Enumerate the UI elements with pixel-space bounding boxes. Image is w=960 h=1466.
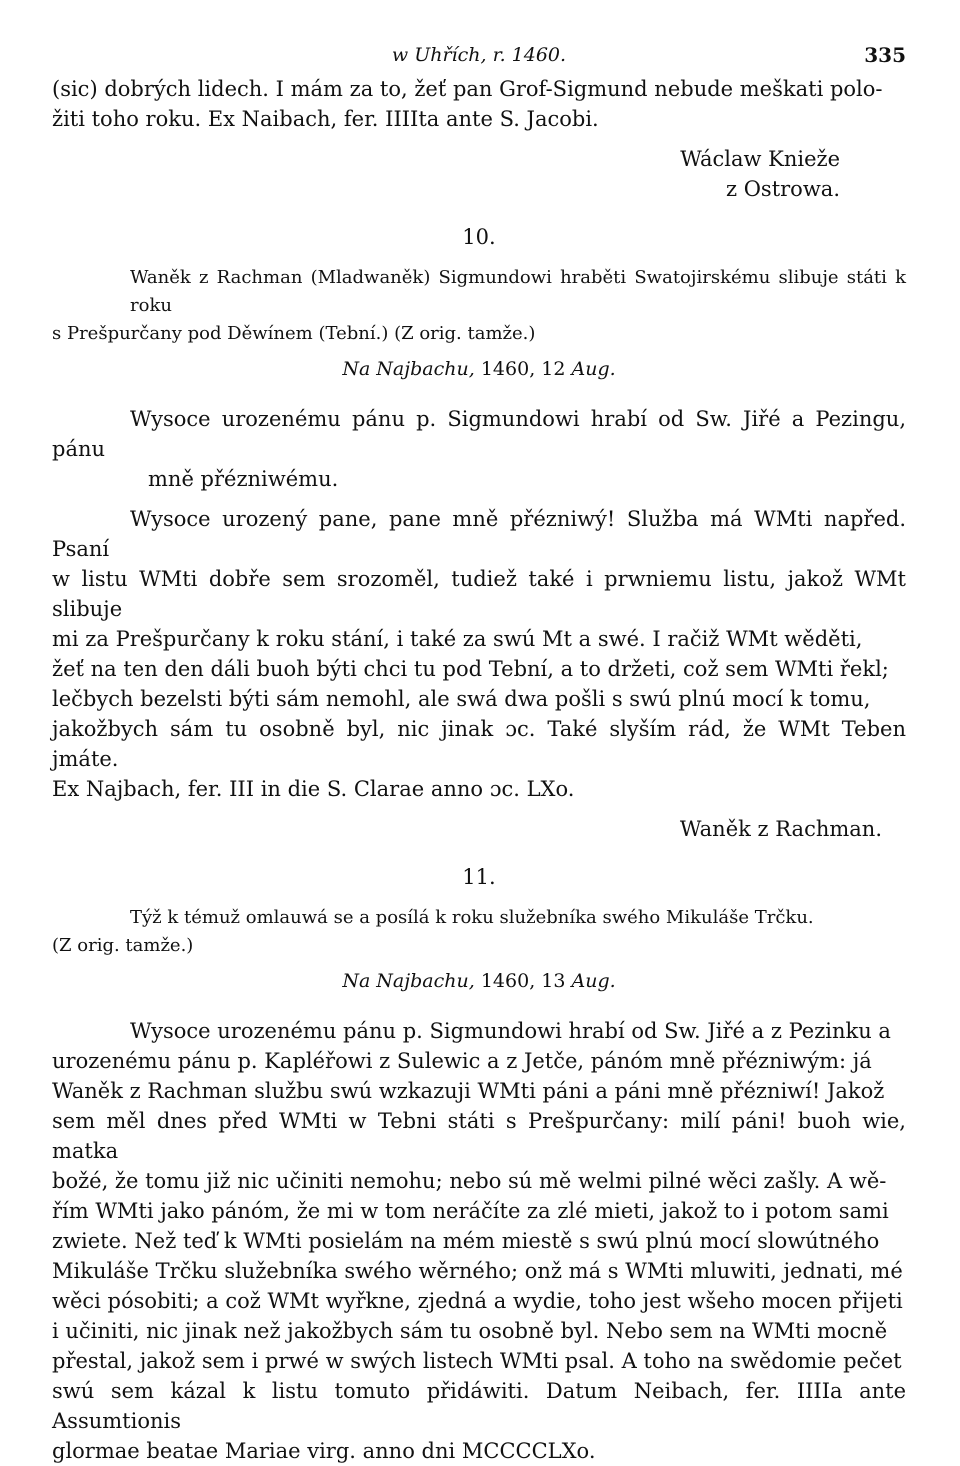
body-line: i učiniti, nic jinak než jakožbych sám tu osobně byl. Nebo sem na WMti mocně (52, 1319, 888, 1343)
body-line: lečbych bezelsti býti sám nemohl, ale swá dwa pošli s swú plnú mocí k tomu, (52, 687, 871, 711)
body-line: urozenému pánu p. Kapléřowi z Sulewic a z Jetče, pánóm mně přézniwým: já (52, 1049, 872, 1073)
letter-body (52, 504, 906, 804)
dateline-month: Aug. (571, 358, 616, 380)
document-number: 11. (462, 865, 496, 889)
previous-document-ending (52, 74, 906, 204)
letter-address (52, 404, 906, 494)
regest-line: (Z orig. tamže.) (52, 935, 194, 956)
page-number: 335 (864, 43, 906, 67)
running-head-title: w Uhřích, r. 1460. (391, 44, 567, 66)
regest (52, 904, 906, 960)
document-number: 10. (462, 225, 496, 249)
body-line: sem měl dnes před WMti w Tebni státi s Prešpurčany: milí páni! buoh wie, matka (52, 1109, 906, 1163)
dateline-date: 1460, 12 (480, 358, 566, 380)
body-line: w listu WMti dobře sem srozoměl, tudiež také i prwniemu listu, jakož WMt slibuje (52, 567, 906, 621)
dateline (52, 354, 906, 384)
body-line: přestal, jakož sem i prwé w swých listech WMti psal. A toho na swědomie pečet (52, 1349, 902, 1373)
dateline (52, 966, 906, 996)
body-line: zwiete. Než teď k WMti posielám na mém miestě s swú plnú mocí slowútného (52, 1229, 880, 1253)
body-line: žeť na ten den dáli buoh býti chci tu pod Tební, a to držeti, což sem WMti řekl; (52, 657, 889, 681)
body-line: řím WMti jako pánóm, že mi w tom neráčíte za zlé mieti, jakož to i potom sami (52, 1199, 889, 1223)
body-line: Wysoce urozený pane, pane mně přézniwý! Služba má WMti napřed. Psaní (52, 507, 906, 561)
signature-line: Wáclaw Knieže (680, 147, 840, 171)
document-11 (52, 862, 906, 1466)
body-line: Waněk z Rachman službu swú wzkazuji WMti páni a páni mně přézniwí! Jakož (52, 1079, 885, 1103)
body-line: božé, že tomu již nic učiniti nemohu; nebo sú mě welmi pilné wěci zašly. A wě- (52, 1169, 887, 1193)
dateline-date: 1460, 13 (480, 970, 566, 992)
letter-body (52, 1016, 906, 1466)
body-line: Mikuláše Trčku služebníka swého wěrného; onž má s WMti mluwiti, jednati, mé (52, 1259, 903, 1283)
body-line: Ex Najbach, fer. III in die S. Clarae anno ɔc. LXo. (52, 777, 575, 801)
body-line: jakožbych sám tu osobně byl, nic jinak ɔc. Také slyším rád, že WMt Teben jmáte. (52, 717, 906, 771)
signature-line: Waněk z Rachman. (679, 817, 882, 841)
body-line: Wysoce urozenému pánu p. Sigmundowi hrabí od Sw. Jiřé a z Pezinku a (130, 1019, 891, 1043)
dateline-place: Na Najbachu, (342, 358, 475, 380)
address-line: Wysoce urozenému pánu p. Sigmundowi hrabí od Sw. Jiřé a Pezingu, pánu (52, 407, 906, 461)
text-line: (sic) dobrých lidech. I mám za to, žeť pan Grof-Sigmund nebude meškati polo- (52, 77, 883, 101)
body-line: swú sem kázal k listu tomuto přidáwiti. Datum Neibach, fer. IIIIa ante Assumtionis (52, 1379, 906, 1433)
body-line: mi za Prešpurčany k roku stání, i také za swú Mt a swé. I račiž WMt wěděti, (52, 627, 863, 651)
running-head (52, 40, 906, 74)
dateline-place: Na Najbachu, (342, 970, 475, 992)
signature-line: z Ostrowa. (725, 177, 840, 201)
regest-line: s Prešpurčany pod Děwínem (Tební.) (Z orig. tamže.) (52, 323, 536, 344)
text-line: žiti toho roku. Ex Naibach, fer. IIIIta ante S. Jacobi. (52, 107, 599, 131)
document-10 (52, 222, 906, 844)
body-line: wěci pósobiti; a což WMt wyřkne, zjedná a wydie, toho jest wšeho mocen přijeti (52, 1289, 903, 1313)
dateline-month: Aug. (571, 970, 616, 992)
body-line: glormae beatae Mariae virg. anno dni MCCCCLXo. (52, 1439, 596, 1463)
regest-line: Waněk z Rachman (Mladwaněk) Sigmundowi hraběti Swatojirskému slibuje státi k roku (130, 267, 906, 316)
address-line: mně přézniwému. (148, 467, 339, 491)
regest (52, 264, 906, 348)
regest-line: Týž k témuž omlauwá se a posílá k roku služebníka swého Mikuláše Trčku. (130, 907, 814, 928)
